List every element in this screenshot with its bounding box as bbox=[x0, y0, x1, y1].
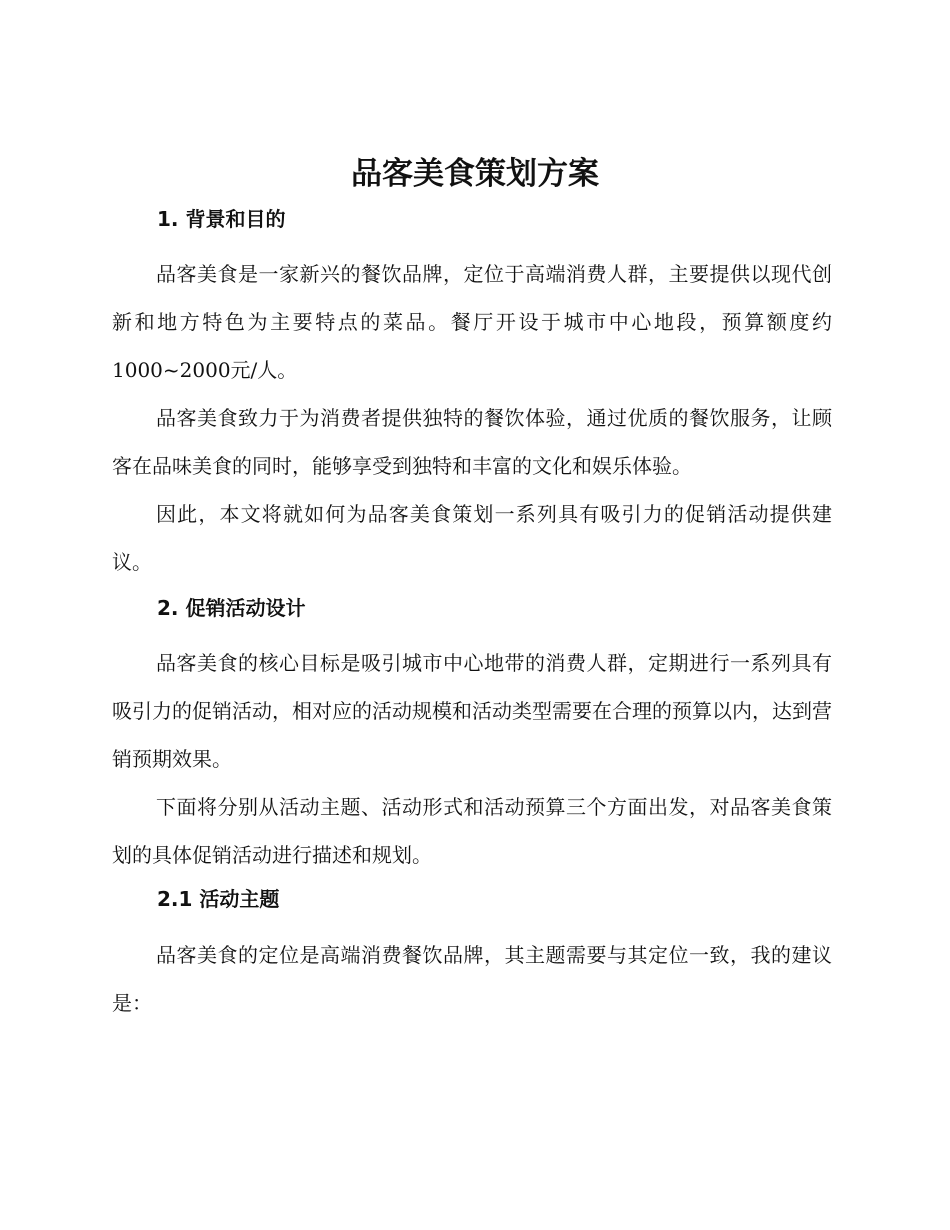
paragraph-background-experience: 品客美食致力于为消费者提供独特的餐饮体验，通过优质的餐饮服务，让顾客在品味美食的同时，能够享受到独特和丰富的文化和娱乐体验。 bbox=[112, 406, 832, 478]
paragraph-background-intro: 品客美食是一家新兴的餐饮品牌，定位于高端消费人群，主要提供以现代创新和地方特色为主要特点的菜品。餐厅开设于城市中心地段，预算额度约1000~2000元/人。 bbox=[112, 262, 832, 382]
section-heading-background: 1. 背景和目的 bbox=[157, 207, 286, 231]
paragraph-promotion-goal: 品客美食的核心目标是吸引城市中心地带的消费人群，定期进行一系列具有吸引力的促销活动，相对应的活动规模和活动类型需要在合理的预算以内，达到营销预期效果。 bbox=[112, 651, 832, 771]
section-heading-activity-theme: 2.1 活动主题 bbox=[157, 887, 280, 911]
paragraph-activity-theme: 品客美食的定位是高端消费餐饮品牌，其主题需要与其定位一致，我的建议是： bbox=[112, 943, 832, 1015]
section-heading-promotion-design: 2. 促销活动设计 bbox=[157, 596, 306, 620]
paragraph-promotion-outline: 下面将分别从活动主题、活动形式和活动预算三个方面出发，对品客美食策划的具体促销活动进行描述和规划。 bbox=[112, 795, 832, 867]
document-title: 品客美食策划方案 bbox=[351, 156, 599, 192]
paragraph-background-purpose: 因此，本文将就如何为品客美食策划一系列具有吸引力的促销活动提供建议。 bbox=[112, 502, 832, 574]
